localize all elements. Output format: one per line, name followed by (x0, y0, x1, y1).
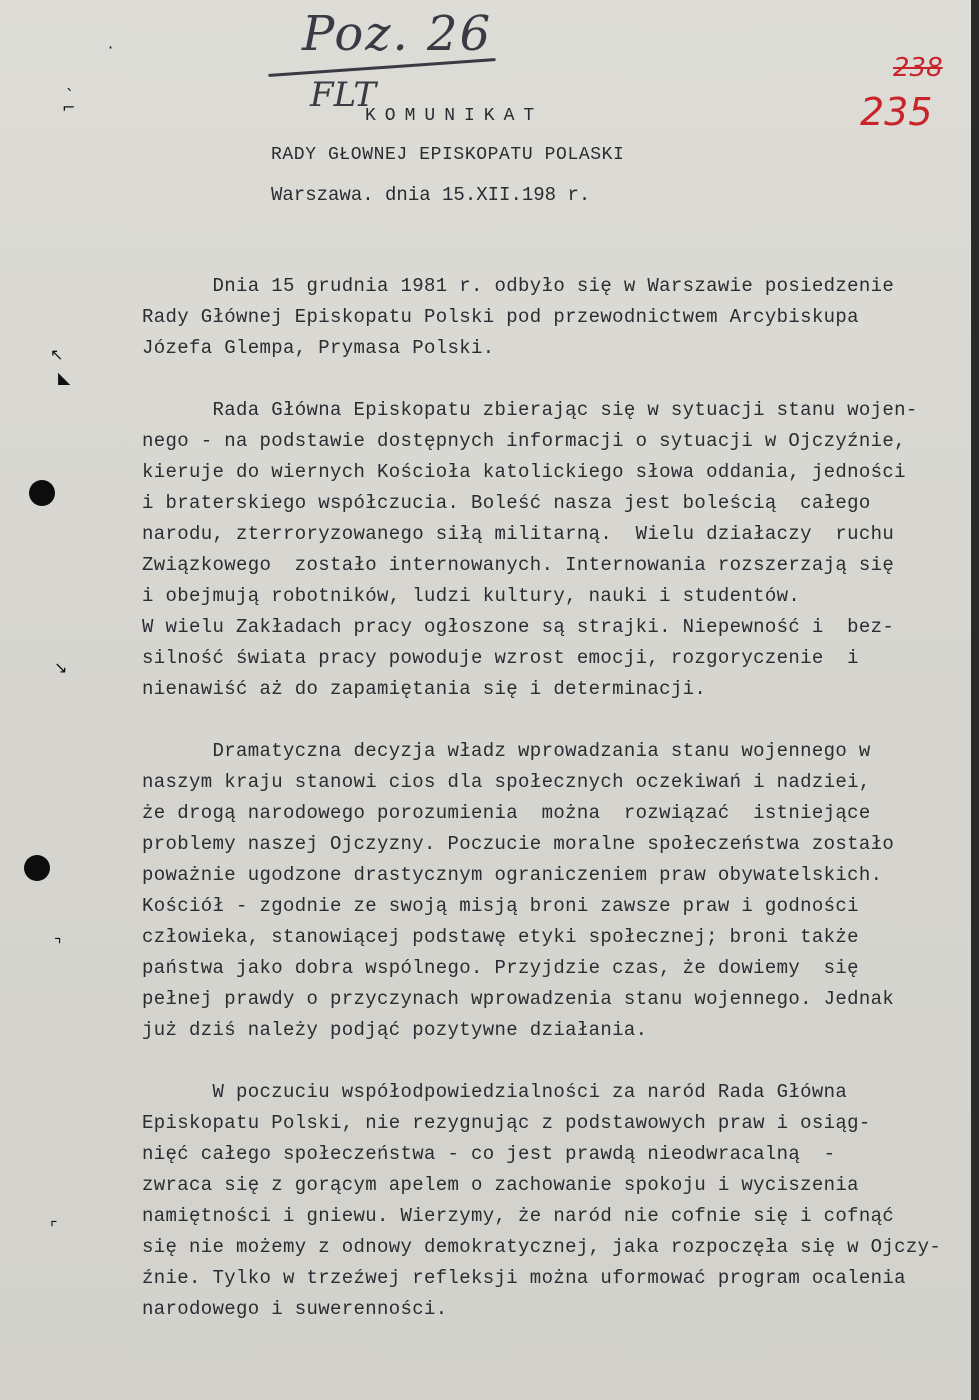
text-line: Rada Główna Episkopatu zbierając się w sytuacji stanu wojen- (142, 399, 918, 421)
document-body (142, 271, 942, 1356)
text-line: Episkopatu Polski, nie rezygnując z podstawowych praw i osiąg- (142, 1112, 871, 1134)
text-line: i braterskiego współczucia. Boleść nasza jest boleścią całego (142, 492, 871, 514)
text-line: i obejmują robotników, ludzi kultury, nauki i studentów. (142, 585, 801, 607)
paragraph (142, 395, 942, 705)
handwritten-initials: FLT (310, 75, 377, 115)
text-line: kieruje do wiernych Kościoła katolickiego słowa oddania, jedności (142, 461, 906, 483)
text-line: problemy naszej Ojczyzny. Poczucie moralne społeczeństwa zostało (142, 833, 895, 855)
text-line: namiętności i gniewu. Wierzymy, że naród nie cofnie się i cofnąć (142, 1205, 895, 1227)
text-line: Józefa Glempa, Prymasa Polski. (142, 337, 495, 359)
text-line: nięć całego społeczeństwa - co jest prawdą nieodwracalną - (142, 1143, 836, 1165)
text-line: człowieka, stanowiącej podstawę etyki społecznej; broni także (142, 926, 859, 948)
text-line: narodowego i suwerenności. (142, 1298, 448, 1320)
text-line: nienawiść aż do zapamiętania się i determinacji. (142, 678, 707, 700)
document-title: KOMUNIKAT (365, 106, 544, 126)
text-line: Dramatyczna decyzja władz wprowadzania stanu wojennego w (142, 740, 871, 762)
text-line: Dnia 15 grudnia 1981 r. odbyło się w Warszawie posiedzenie (142, 275, 895, 297)
paragraph (142, 736, 942, 1046)
text-line: nego - na podstawie dostępnych informacji o sytuacji w Ojczyźnie, (142, 430, 906, 452)
margin-mark: ↖ (50, 345, 64, 364)
margin-mark: ⌐ (62, 98, 76, 117)
punch-hole (29, 480, 55, 506)
crossed-page-number: 238 (893, 53, 943, 83)
text-line: państwa jako dobra wspólnego. Przyjdzie czas, że dowiemy się (142, 957, 859, 979)
handwritten-reference: Poz. 26 (302, 6, 493, 62)
text-line: W poczuciu współodpowiedzialności za naród Rada Główna (142, 1081, 848, 1103)
text-line: W wielu Zakładach pracy ogłoszone są strajki. Niepewność i bez- (142, 616, 895, 638)
margin-mark: ◣ (58, 368, 71, 387)
margin-mark: · (108, 38, 114, 57)
margin-mark: ⌜ (50, 1218, 58, 1237)
margin-mark: ↘ (54, 658, 68, 677)
margin-mark: ⌝ (54, 935, 62, 954)
page-number: 235 (860, 90, 933, 134)
document-dateline: Warszawa. dnia 15.XII.198 r. (271, 184, 591, 206)
text-line: już dziś należy podjąć pozytywne działania. (142, 1019, 648, 1041)
text-line: zwraca się z gorącym apelem o zachowanie spokoju i wyciszenia (142, 1174, 859, 1196)
text-line: się nie możemy z odnowy demokratycznej, jaka rozpoczęła się w Ojczy- (142, 1236, 942, 1258)
text-line: narodu, zterroryzowanego siłą militarną. Wielu działaczy ruchu (142, 523, 895, 545)
text-line: pełnej prawdy o przyczynach wprowadzenia stanu wojennego. Jednak (142, 988, 895, 1010)
text-line: że drogą narodowego porozumienia można rozwiązać istniejące (142, 802, 871, 824)
text-line: źnie. Tylko w trzeźwej refleksji można uformować program ocalenia (142, 1267, 906, 1289)
paragraph (142, 271, 942, 364)
document-subtitle: RADY GŁOWNEJ EPISKOPATU POLASKI (271, 145, 625, 165)
text-line: Związkowego zostało internowanych. Internowania rozszerzają się (142, 554, 895, 576)
page-edge-shadow (971, 0, 979, 1400)
text-line: Rady Głównej Episkopatu Polski pod przewodnictwem Arcybiskupa (142, 306, 859, 328)
text-line: naszym kraju stanowi cios dla społecznych oczekiwań i nadziei, (142, 771, 871, 793)
punch-hole (24, 855, 50, 881)
paragraph (142, 1077, 942, 1325)
text-line: poważnie ugodzone drastycznym ograniczeniem praw obywatelskich. (142, 864, 883, 886)
text-line: silność świata pracy powoduje wzrost emocji, rozgoryczenie i (142, 647, 859, 669)
margin-mark: ˎ (66, 72, 74, 91)
text-line: Kościół - zgodnie ze swoją misją broni zawsze praw i godności (142, 895, 859, 917)
